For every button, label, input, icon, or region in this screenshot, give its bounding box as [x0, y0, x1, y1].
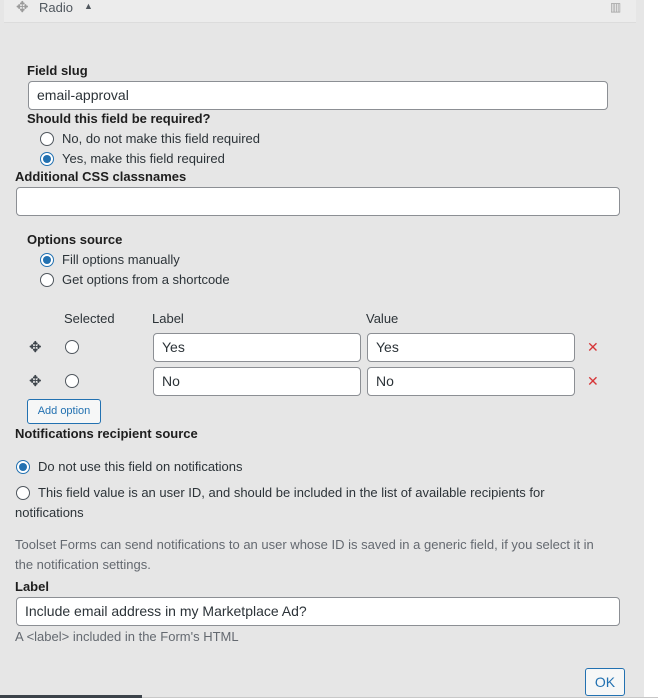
required-no-label[interactable]: No, do not make this field required	[62, 131, 260, 146]
notifications-source-label: Notifications recipient source	[15, 426, 198, 441]
value-column-header: Value	[366, 311, 399, 326]
user-id-recipient-label-cont[interactable]: notifications	[15, 505, 84, 520]
drag-handle-icon[interactable]: ✥	[29, 373, 42, 390]
move-icon[interactable]: ✥	[16, 0, 29, 16]
option-value-input[interactable]: No	[367, 367, 575, 396]
option-selected-radio[interactable]	[65, 340, 79, 354]
add-option-button[interactable]: Add option	[27, 399, 101, 424]
field-type-title: Radio	[39, 0, 73, 15]
field-slug-label: Field slug	[27, 63, 88, 78]
fill-manually-radio[interactable]	[40, 253, 54, 267]
required-question: Should this field be required?	[27, 111, 211, 126]
notifications-description: Toolset Forms can send notifications to an user whose ID is saved in a generic field, if you select it in	[15, 537, 594, 552]
required-yes-label[interactable]: Yes, make this field required	[62, 151, 225, 166]
ok-button[interactable]: OK	[585, 668, 625, 696]
options-source-label: Options source	[27, 232, 123, 247]
label-column-header: Label	[152, 311, 184, 326]
no-notifications-radio[interactable]	[16, 460, 30, 474]
css-classnames-input[interactable]	[16, 187, 620, 216]
remove-option-icon[interactable]: ✕	[587, 373, 599, 389]
drag-handle-icon[interactable]: ✥	[29, 339, 42, 356]
shortcode-label[interactable]: Get options from a shortcode	[62, 272, 230, 287]
label-field-input[interactable]: Include email address in my Marketplace Ad?	[16, 597, 620, 626]
option-value-input[interactable]: Yes	[367, 333, 575, 362]
option-label-input[interactable]: Yes	[153, 333, 361, 362]
label-field-label: Label	[15, 579, 49, 594]
user-id-recipient-radio[interactable]	[16, 486, 30, 500]
notifications-description-cont: the notification settings.	[15, 557, 151, 572]
no-notifications-label[interactable]: Do not use this field on notifications	[38, 459, 243, 474]
shortcode-radio[interactable]	[40, 273, 54, 287]
css-classnames-label: Additional CSS classnames	[15, 169, 187, 184]
user-id-recipient-label[interactable]: This field value is an user ID, and should be included in the list of available recipients for	[38, 485, 545, 500]
trash-icon[interactable]: ▥	[610, 0, 622, 14]
field-header[interactable]	[4, 0, 636, 23]
required-no-radio[interactable]	[40, 132, 54, 146]
caret-up-icon[interactable]: ▲	[84, 1, 93, 11]
option-label-input[interactable]: No	[153, 367, 361, 396]
remove-option-icon[interactable]: ✕	[587, 339, 599, 355]
field-slug-input[interactable]: email-approval	[28, 81, 608, 110]
label-field-description: A <label> included in the Form's HTML	[15, 629, 239, 644]
option-selected-radio[interactable]	[65, 374, 79, 388]
fill-manually-label[interactable]: Fill options manually	[62, 252, 180, 267]
required-yes-radio[interactable]	[40, 152, 54, 166]
selected-column-header: Selected	[64, 311, 115, 326]
